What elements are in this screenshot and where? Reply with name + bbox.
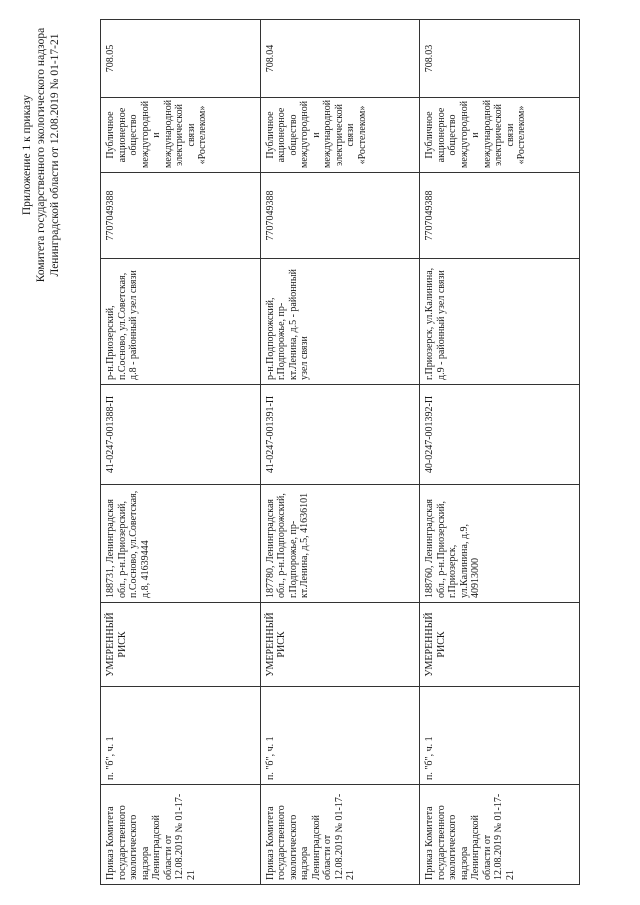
row-number-cell: 708.05 [101,20,261,98]
clause-cell: п. "б", ч. 1 [101,687,261,785]
object-cell: р-н.Подпорожский, г.Подпорожье, пр-кт.Ленина, д.5 - районный узел связи [260,259,420,385]
inn-cell: 7707049388 [260,173,420,259]
table-row [420,20,580,885]
header-line-2: Комитета государственного экологического надзора [35,27,47,283]
header-line-3: Ленинградской области от 12.08.2019 № 01-17-21 [49,33,61,277]
registration-code-cell: 40-0247-001392-П [420,385,580,485]
object-cell: р-н.Приозерский, п.Сосново, ул.Советская, д.8 - районный узел связи [101,259,261,385]
risk-cell: УМЕРЕННЫЙ РИСК [101,603,261,687]
order-cell: Приказ Комитета государственного экологического надзора Ленинградской области от 12.08.2019 № 01-17-21 [101,785,261,885]
organization-cell: Публичное акционерное общество междугородной и международной электрической связи «Ростелеком» [420,98,580,173]
register-table [100,19,580,885]
organization-cell: Публичное акционерное общество междугородной и международной электрической связи «Ростелеком» [101,98,261,173]
organization-cell: Публичное акционерное общество междугородной и международной электрической связи «Ростелеком» [260,98,420,173]
object-cell: г.Приозерск, ул.Калинина, д.9 - районный узел связи [420,259,580,385]
risk-cell: УМЕРЕННЫЙ РИСК [260,603,420,687]
registration-code-cell: 41-0247-001388-П [101,385,261,485]
order-cell: Приказ Комитета государственного экологического надзора Ленинградской области от 12.08.2019 № 01-17-21 [260,785,420,885]
table-row [260,20,420,885]
row-number-cell: 708.03 [420,20,580,98]
header-line-1: Приложение 1 к приказу [21,94,33,216]
order-cell: Приказ Комитета государственного экологического надзора Ленинградской области от 12.08.2019 № 01-17-21 [420,785,580,885]
clause-cell: п. "б", ч. 1 [260,687,420,785]
appendix-header [20,5,62,305]
table-row [101,20,261,885]
registration-code-cell: 41-0247-001391-П [260,385,420,485]
address-cell: 188760, Ленинградская обл., р-н.Приозерский, г.Приозерск, ул.Калинина, д.9, 40913000 [420,485,580,603]
inn-cell: 7707049388 [420,173,580,259]
clause-cell: п. "б", ч. 1 [420,687,580,785]
address-cell: 188731, Ленинградская обл., р-н.Приозерский, п.Сосново, ул.Советская, д.8, 41639444 [101,485,261,603]
inn-cell: 7707049388 [101,173,261,259]
risk-cell: УМЕРЕННЫЙ РИСК [420,603,580,687]
row-number-cell: 708.04 [260,20,420,98]
address-cell: 187780, Ленинградская обл., р-н.Подпорожский, г.Подпорожье, пр-кт.Ленина, д.5, 41636101 [260,485,420,603]
